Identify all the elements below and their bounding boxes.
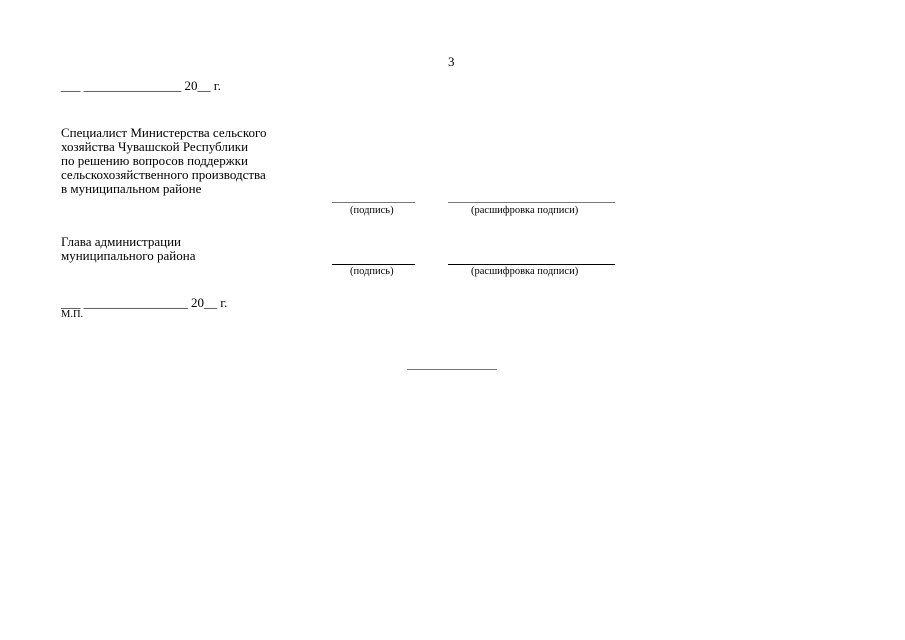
- specialist-title-line: Специалист Министерства сельского: [61, 125, 267, 140]
- date-line-bottom: ___ ________________ 20__ г.: [61, 295, 228, 310]
- specialist-title-line: в муниципальном районе: [61, 181, 202, 196]
- head-title-line: муниципального района: [61, 248, 196, 263]
- specialist-signature-caption: (подпись): [350, 205, 394, 216]
- head-title-line: Глава администрации: [61, 234, 182, 249]
- head-title: [61, 235, 195, 263]
- head-signature-caption: (подпись): [350, 266, 394, 277]
- date-line-top: ___ _______________ 20__ г.: [61, 78, 221, 93]
- specialist-title-line: хозяйства Чувашской Республики: [61, 139, 249, 154]
- page-number: 3: [448, 54, 455, 69]
- specialist-signature-line: [332, 202, 415, 203]
- specialist-title-line: по решению вопросов поддержки: [61, 153, 248, 168]
- specialist-title: [61, 126, 266, 196]
- stamp-label: М.П.: [61, 309, 84, 320]
- closing-divider: [407, 369, 497, 370]
- head-decoding-caption: (расшифровка подписи): [471, 266, 579, 277]
- head-decoding-line: [448, 264, 615, 265]
- specialist-title-line: сельскохозяйственного производства: [61, 167, 266, 182]
- specialist-decoding-line: [448, 202, 615, 203]
- specialist-decoding-caption: (расшифровка подписи): [471, 205, 579, 216]
- head-signature-line: [332, 264, 415, 265]
